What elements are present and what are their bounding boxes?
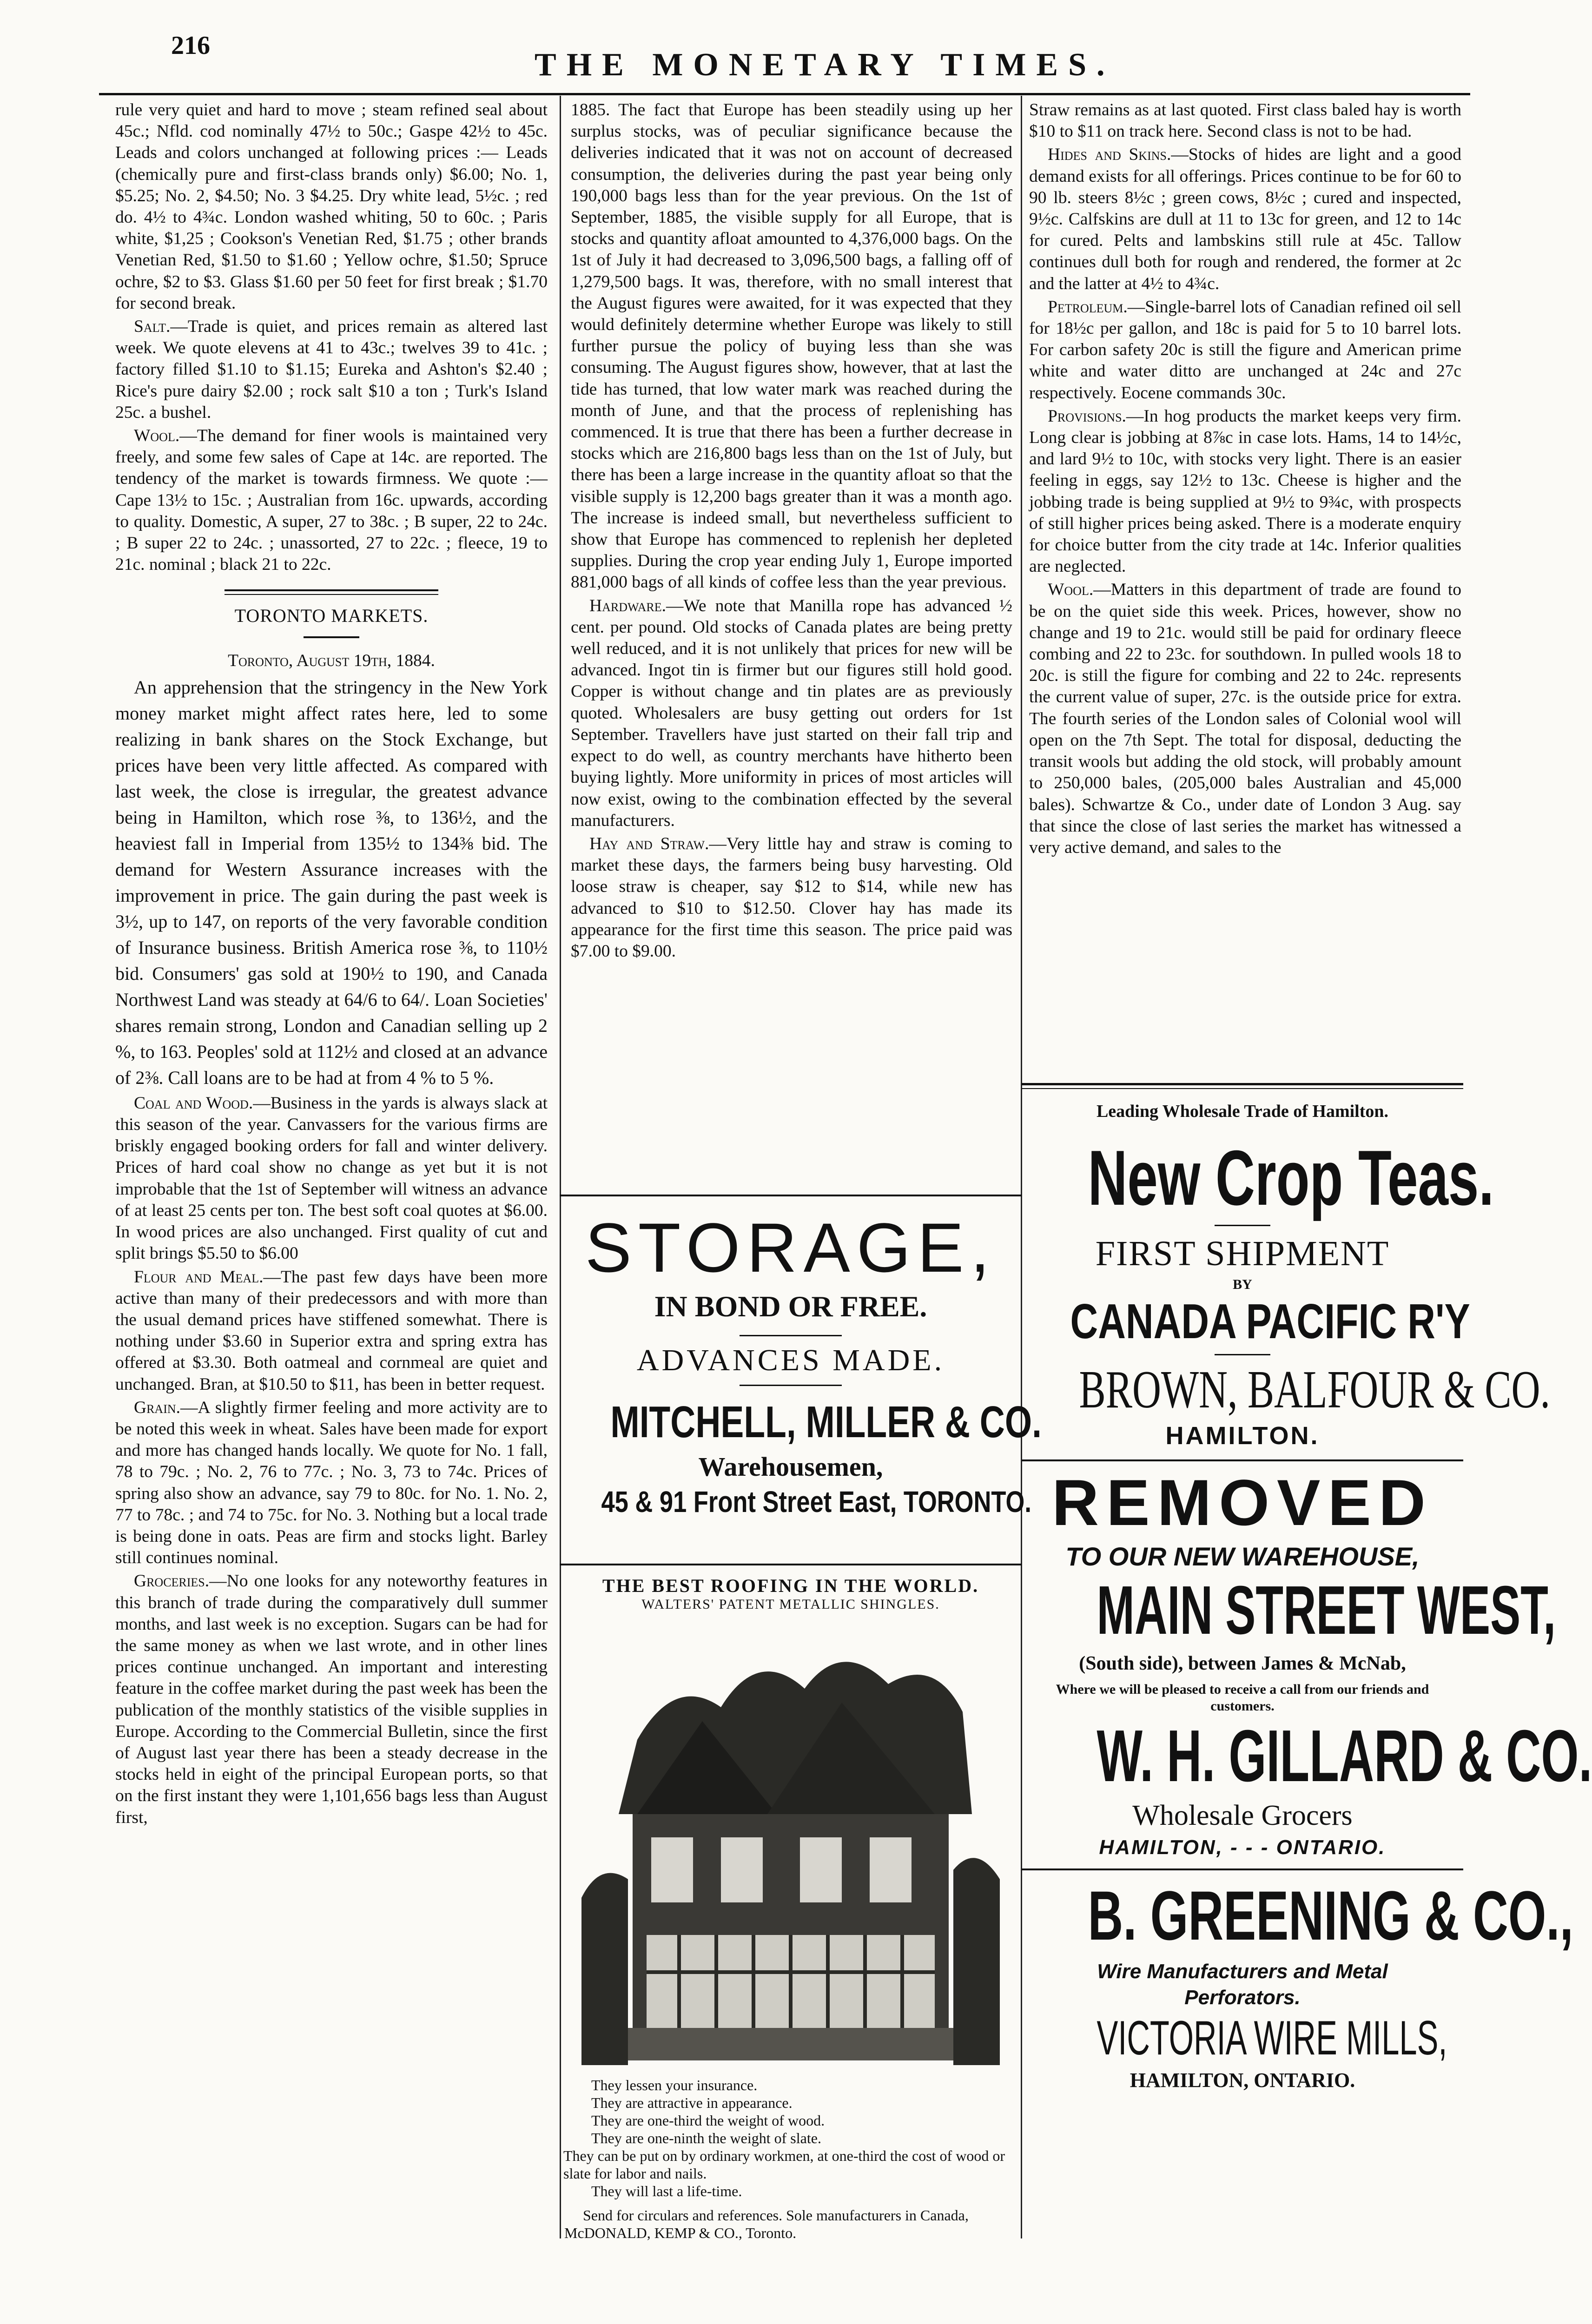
wire-manufacturers: Wire Manufacturers and Metal Perforators. — [1097, 1960, 1388, 2009]
hamilton-trade-advertisements — [1022, 1083, 1592, 2168]
victoria-wire-mills: VICTORIA WIRE MILLS, — [1097, 2011, 1447, 2065]
dateline-text: Toronto, August 19th, 1884. — [228, 651, 435, 670]
in-bond-text: IN BOND OR FREE. — [654, 1290, 927, 1323]
new-warehouse-text: TO OUR NEW WAREHOUSE, — [1065, 1542, 1420, 1571]
hardware-text: —We note that Manilla rope has advanced ½ cent. per pound. Old stocks of Canada plates are being pretty well reduced, and it is not unlikely that prices for new will be advanced. Ingot tin is firmer but our figures still hold good. Copper is without change and tin plates are as previously quoted. Wholesalers are busy getting out orders for 1st September. Travellers have just started on their fall trip and expect to do well, as country merchants have hitherto been buying lightly. More uniformity in prices of most articles will now exist, owing to the combination effected by the several manufacturers. — [571, 596, 1012, 830]
coal-heading: Coal and Wood. — [134, 1093, 253, 1113]
petroleum-text: —Single-barrel lots of Canadian refined oil sell for 18½c per gallon, and 18c is paid for 5 to 10 barrel lots. For carbon safety 20c is still the figure and American prime white and water ditto are unchanged at 24c and 27c respectively. Eocene commands 30c. — [1029, 297, 1461, 403]
page-number: 216 — [171, 31, 210, 60]
brown-balfour: BROWN, BALFOUR & CO. — [1079, 1360, 1550, 1419]
hides-paragraph — [1029, 144, 1461, 294]
storage-advertisement — [560, 1195, 1042, 1565]
roofing-headline: THE BEST ROOFING IN THE WORLD. — [602, 1575, 979, 1596]
straw-continued-text: Straw remains as at last quoted. First class baled hay is worth $10 to $11 on track here. Second class is not to be had. — [1029, 100, 1461, 141]
hay-paragraph — [571, 833, 1012, 962]
section-rule — [225, 589, 438, 595]
petroleum-heading: Petroleum. — [1048, 297, 1128, 317]
grain-heading: Grain. — [134, 1398, 181, 1417]
toronto-markets-text: An apprehension that the stringency in the New York money market might affect rates here, led to some realizing in bank shares on the Stock Exchange, but prices have been very little affected. As compared with last week, the close is irregular, the greatest advance being in Hamilton, which rose ⅜, to 136½, and the heaviest fall in Imperial from 135½ to 134⅜ bid. The demand for Western Assurance increases with the improvement in price. The gain during the past week is 3½, up to 147, on reports of the very favorable condition of Insurance business. British America rose ⅜, to 110½ bid. Consumers' gas sold at 190½ to 190, and Canada Northwest Land was steady at 64/6 to 64/. Loan Societies' shares remain strong, London and Canadian selling up 2 %, to 163. Peoples' sold at 112½ and closed at an advance of 2⅜. Call loans are to be had at from 4 % to 5 %. — [115, 676, 548, 1088]
benefit-item: They lessen your insurance. — [591, 2077, 758, 2093]
between-streets: (South side), between James & McNab, — [1079, 1653, 1406, 1674]
hardware-paragraph — [571, 595, 1012, 832]
main-street-west: MAIN STREET WEST, — [1097, 1572, 1556, 1649]
front-street-address: 45 & 91 Front Street East, TORONTO. — [601, 1485, 1031, 1519]
rule — [1215, 1354, 1270, 1355]
provisions-text: —In hog products the market keeps very firm. Long clear is jobbing at 8⅞c in case lots. Hams, 14 to 14½c, and lard 9½ to 10c, with stocks very light. There is an easier feeling in eggs, say 12½ to 13c. Cheese is higher and the jobbing trade is being supplied at 9½ to 9¾c, with prospects of still higher prices being asked. There is a moderate enquiry for choice butter from the city trade at 14c. Inferior qualities are neglected. — [1029, 406, 1461, 576]
salt-text: —Trade is quiet, and prices remain as altered last week. We quote elevens at 41 to 43c.; twelves 39 to 41c. ; factory filled $1.10 to $1.15; Eureka and Ashton's $2.40 ; Rice's pure dairy $2.00 ; rock salt $10 a ton ; Turk's Island 25c. a bushel. — [115, 317, 548, 422]
rule — [1022, 1868, 1463, 1870]
toronto-markets-heading: TORONTO MARKETS. — [234, 605, 429, 627]
by-text: BY — [1233, 1277, 1252, 1292]
hamilton-label: HAMILTON. — [1165, 1422, 1320, 1450]
benefit-item: They are one-third the weight of wood. — [591, 2112, 825, 2129]
wool-heading: Wool. — [134, 426, 180, 446]
rule — [1215, 1225, 1270, 1226]
advances-made-text: ADVANCES MADE. — [636, 1343, 945, 1377]
wool-market-heading: Wool. — [1048, 580, 1094, 600]
first-shipment: FIRST SHIPMENT — [1095, 1234, 1390, 1273]
grain-text: —A slightly firmer feeling and more activity are to be noted this week in wheat. Sales have been made for export and more has changed hands locally. We quote for No. 1 fall, 78 to 79c. ; No. 2, 76 to 77c. ; No. 3, 73 to 74c. Prices of spring also show an advance, say 79 to 80c. for No. 1. No. 2, 77 to 78c. ; and 74 to 75c. for No. 3. Nothing but a local trade is being done in oats. Peas are firm and stocks light. Barley still continues nominal. — [115, 1398, 548, 1568]
storage-rule-2 — [740, 1385, 842, 1386]
greening-name: B. GREENING & CO., — [1088, 1876, 1573, 1954]
hay-text: —Very little hay and straw is coming to market these days, the farmers being busy harvesting. Old loose straw is cheaper, say $12 to $14, while new has advanced to $10 to $12.50. Clover hay has made its appearance for the first time this season. The price paid was $7.00 to $9.00. — [571, 834, 1013, 961]
benefit-item: They can be put on by ordinary workmen, at one-third the cost of wood or slate for labor and nails. — [563, 2147, 1005, 2182]
hides-heading: Hides and Skins. — [1048, 145, 1171, 165]
hamilton-banner: Leading Wholesale Trade of Hamilton. — [1096, 1102, 1389, 1121]
groceries-heading: Groceries. — [134, 1571, 210, 1591]
hamilton-ontario-2: HAMILTON, ONTARIO. — [1130, 2069, 1355, 2092]
flour-heading: Flour and Meal. — [134, 1267, 264, 1287]
roofing-advertisement — [560, 1571, 1022, 2241]
provisions-heading: Provisions. — [1048, 406, 1126, 426]
salt-heading: Salt. — [134, 317, 171, 337]
roofing-footer: Send for circulars and references. Sole manufacturers in Canada, McDONALD, KEMP & CO., Toronto. — [564, 2207, 969, 2241]
storage-rule — [740, 1335, 842, 1336]
new-crop-teas: New Crop Teas. — [1088, 1134, 1494, 1221]
masthead-title: THE MONETARY TIMES. — [535, 47, 1115, 83]
dateline — [115, 650, 548, 672]
benefit-item: They are attractive in appearance. — [591, 2094, 793, 2111]
coal-text: —Business in the yards is always slack at this season of the year. Canvassers for the various firms are briskly engaged booking orders for fall and winter delivery. Prices of hard coal show no change as yet but it is not improbable that the 1st of September will witness an advance of at least 25 cents per ton. The best soft coal quotes at $6.00. In wood prices are also unchanged. First quality of cut and split brings $5.50 to $6.00 — [115, 1093, 548, 1263]
hamilton-ontario: HAMILTON, - - - ONTARIO. — [1099, 1836, 1386, 1859]
storage-headline: STORAGE, — [585, 1208, 997, 1287]
header-rule — [99, 93, 1470, 95]
hides-text: —Stocks of hides are light and a good demand exists for all offerings. Prices continue to be for 60 to 90 lb. steers 8½c ; green cows, 8½c ; cured and inspected, 9½c. Calfskins are dull at 11 to 13c for green, and 12 to 14c for cured. Pelts and lambskins still rule at 45c. Tallow continues dull both for rough and rendered, the former at 2c and the latter at 4½ to 4¾c. — [1029, 145, 1461, 293]
wool-market-text: —Matters in this department of trade are found to be on the quiet side this week. Prices, however, show no change and 19 to 21c. would still be paid for ordinary fleece combing and 22 to 23c. for southdown. In pulled wools 18 to 20c. is still the figure for combing and 22 to 24c. represents the current value of super, 27c. is the outside price for extra. The fourth series of the London sales of Colonial wool will open on the 7th Sept. The total for disposal, deducting the transit wools but adding the old stock, will probably amount to 250,000 bales, (205,000 bales Australian and 45,000 bales). Schwartze & Co., under date of London 3 Aug. say that since the close of last series the market has witnessed a very active demand, and sales to the — [1029, 580, 1461, 857]
provisions-paragraph — [1029, 406, 1461, 578]
coffee-continued-text: 1885. The fact that Europe has been steadily using up her surplus stocks, was of peculiar significance because the deliveries indicated that it was not on account of decreased consumption, the deliveries during the past year being only 190,000 bags less than for the year previous. On the 1st of September, 1885, the visible supply for all Europe, that is stocks and quantity afloat amounted to 4,376,000 bags. On the 1st of July it had decreased to 3,096,500 bags, a falling off of 1,279,500 bags. It was, therefore, with no small interest that the August figures were awaited, for it was expected that they would definitely determine whether Europe was likely to still further pursue the policy of buying less than she was consuming. The August figures show, however, that at last the tide has turned, that low water mark was reached during the month of June, and that the process of replenishing has commenced. It is true that there has been a further decrease in stocks which are 216,800 bags less than on the 1st of July, but there has been a large increase in the quantity afloat so that the visible supply is 12,200 bags greater than it was a month ago. The increase is indeed small, but nevertheless sufficient to show that Europe has commenced to replenish her depleted supplies. During the crop year ending July 1, Europe imported 881,000 bags of all kinds of coffee less than the year previous. — [571, 100, 1012, 592]
wholesale-grocers: Wholesale Grocers — [1132, 1800, 1353, 1831]
benefit-item: They will last a life-time. — [591, 2183, 742, 2199]
wool-paragraph — [115, 425, 548, 575]
column-3 — [1029, 99, 1461, 858]
groceries-text: —No one looks for any noteworthy features in this branch of trade during the comparatively dull summer months, and last week is no exception. Sugars can be had for the same money as when we last wrote, and in other lines prices continue unchanged. An important and interesting feature in the coffee market during the past week has been the publication of the monthly statistics of the visible supplies in Europe. According to the Commercial Bulletin, since the first of August last year there has been a steady decrease in the stocks held in eight of the principal European ports, so that on the first instant they were 1,101,656 bags less than August first, — [115, 1571, 548, 1827]
salt-paragraph — [115, 316, 548, 423]
welcome-note: Where we will be pleased to receive a call from our friends and customers. — [1056, 1682, 1429, 1714]
canada-pacific: CANADA PACIFIC R'Y — [1070, 1294, 1470, 1349]
house-engraving-image — [581, 1619, 1000, 2065]
warehousemen-text: Warehousemen, — [698, 1452, 883, 1482]
benefit-item: They are one-ninth the weight of slate. — [591, 2130, 821, 2146]
mitchell-miller-name: MITCHELL, MILLER & CO. — [610, 1397, 1042, 1447]
house-illustration — [581, 1619, 1000, 2065]
short-rule — [304, 636, 359, 638]
paint-prices-text: rule very quiet and hard to move ; steam refined seal about 45c.; Nfld. cod nominally 47½ to 50c.; Gaspe 42½ to 45c. Leads and colors unchanged at following prices :— Leads (chemically pure and first-class brands only) $6.00; No. 1, $5.25; No. 2, $4.50; No. 3 $4.25. Dry white lead, 5½c. ; red do. 4½ to 4¾c. London washed whiting, 50 to 60c. ; Paris white, $1,25 ; Cookson's Venetian Red, $1.75 ; other brands Venetian Red, $1.50 to $1.60 ; Yellow ochre, $1.50; Spruce ochre, $2 to $3. Glass $1.60 per 50 feet for first break ; $1.70 for second break. — [115, 100, 548, 313]
gillard-name: W. H. GILLARD & CO. — [1097, 1715, 1592, 1797]
hay-heading: Hay and Straw. — [589, 834, 709, 853]
wool-market-paragraph — [1029, 579, 1461, 858]
coal-paragraph — [115, 1093, 548, 1265]
flour-text: —The past few days have been more active than many of their predecessors and with more than the usual demand prices have stiffened somewhat. There is nothing under $3.60 in Superior extra and spring extra has offered at $3.30. Both oatmeal and cornmeal are quiet and unchanged. Bran, at $10.50 to $11, has been in better request. — [115, 1267, 548, 1394]
groceries-paragraph — [115, 1571, 548, 1828]
roofing-subheadline: WALTERS' PATENT METALLIC SHINGLES. — [641, 1597, 940, 1612]
toronto-section-head — [115, 589, 548, 638]
removed-headline: REMOVED — [1052, 1466, 1433, 1539]
column-2 — [571, 99, 1012, 962]
petroleum-paragraph — [1029, 297, 1461, 404]
wool-text: —The demand for finer wools is maintained very freely, and some few sales of Cape at 14c. are reported. The tendency of the market is towards firmness. We quote :— Cape 13½ to 15c. ; Australian from 16c. upwards, according to quality. Domestic, A super, 27 to 38c. ; B super, 22 to 24c. ; B super 22 to 24c. ; unassorted, 27 to 22c. ; fleece, 19 to 21c. nominal ; black 21 to 22c. — [115, 426, 548, 574]
column-1 — [115, 99, 548, 1829]
roofing-benefits-list — [563, 2076, 1022, 2200]
rule — [1022, 1459, 1463, 1461]
flour-paragraph — [115, 1267, 548, 1395]
grain-paragraph — [115, 1397, 548, 1569]
hardware-heading: Hardware. — [589, 596, 667, 615]
